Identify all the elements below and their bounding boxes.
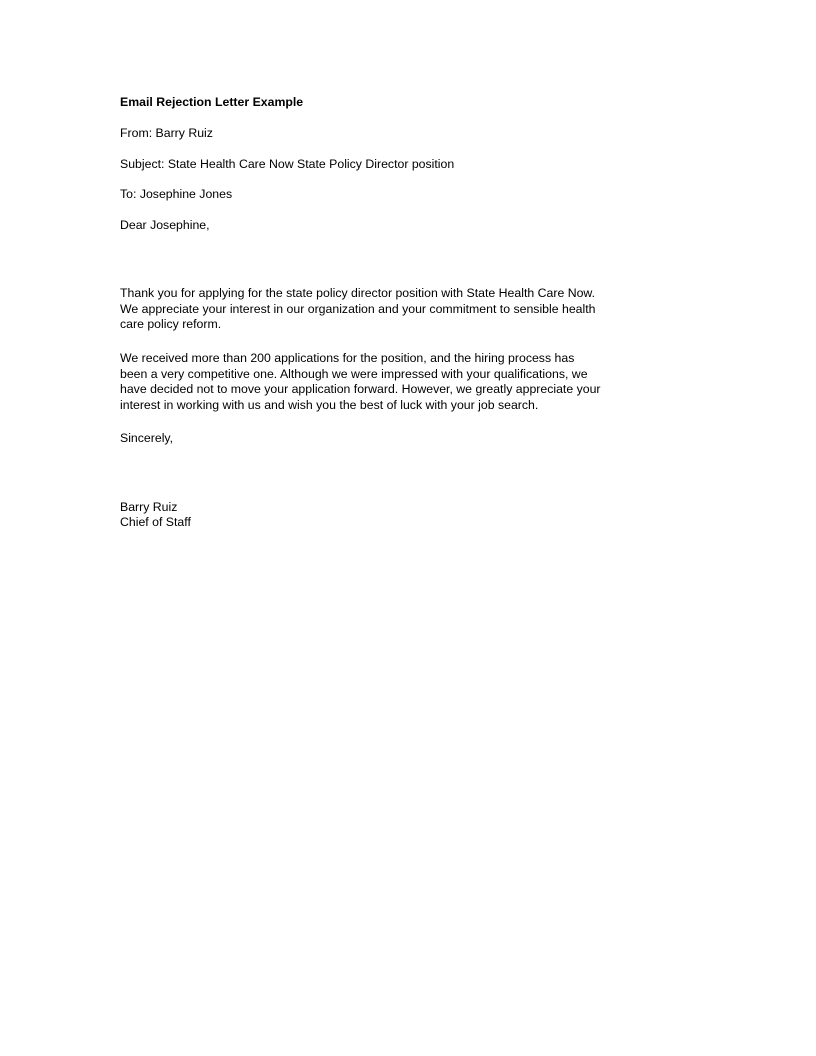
salutation: Dear Josephine, xyxy=(120,218,210,232)
paragraph-line: We received more than 200 applications for the position, and the hiring process has xyxy=(120,351,575,365)
body-paragraph-2 xyxy=(120,351,640,414)
paragraph-line: been a very competitive one. Although we were impressed with your qualifications, we xyxy=(120,366,588,381)
signature-name: Barry Ruiz xyxy=(120,500,178,514)
paragraph-line: Thank you for applying for the state policy director position with State Health Care Now. xyxy=(120,286,596,300)
paragraph-line: care policy reform. xyxy=(120,317,222,332)
to-line: To: Josephine Jones xyxy=(120,187,233,201)
document-title: Email Rejection Letter Example xyxy=(120,95,304,109)
signature-role: Chief of Staff xyxy=(120,515,191,529)
closing: Sincerely, xyxy=(120,431,174,445)
from-line: From: Barry Ruiz xyxy=(120,126,213,140)
body-paragraph-1 xyxy=(120,286,640,333)
paragraph-line: interest in working with us and wish you the best of luck with your job search. xyxy=(120,398,539,413)
subject-line: Subject: State Health Care Now State Policy Director position xyxy=(120,157,455,171)
paragraph-line: We appreciate your interest in our organization and your commitment to sensible health xyxy=(120,301,596,316)
paragraph-line: have decided not to move your application forward. However, we greatly appreciate your xyxy=(120,382,601,397)
